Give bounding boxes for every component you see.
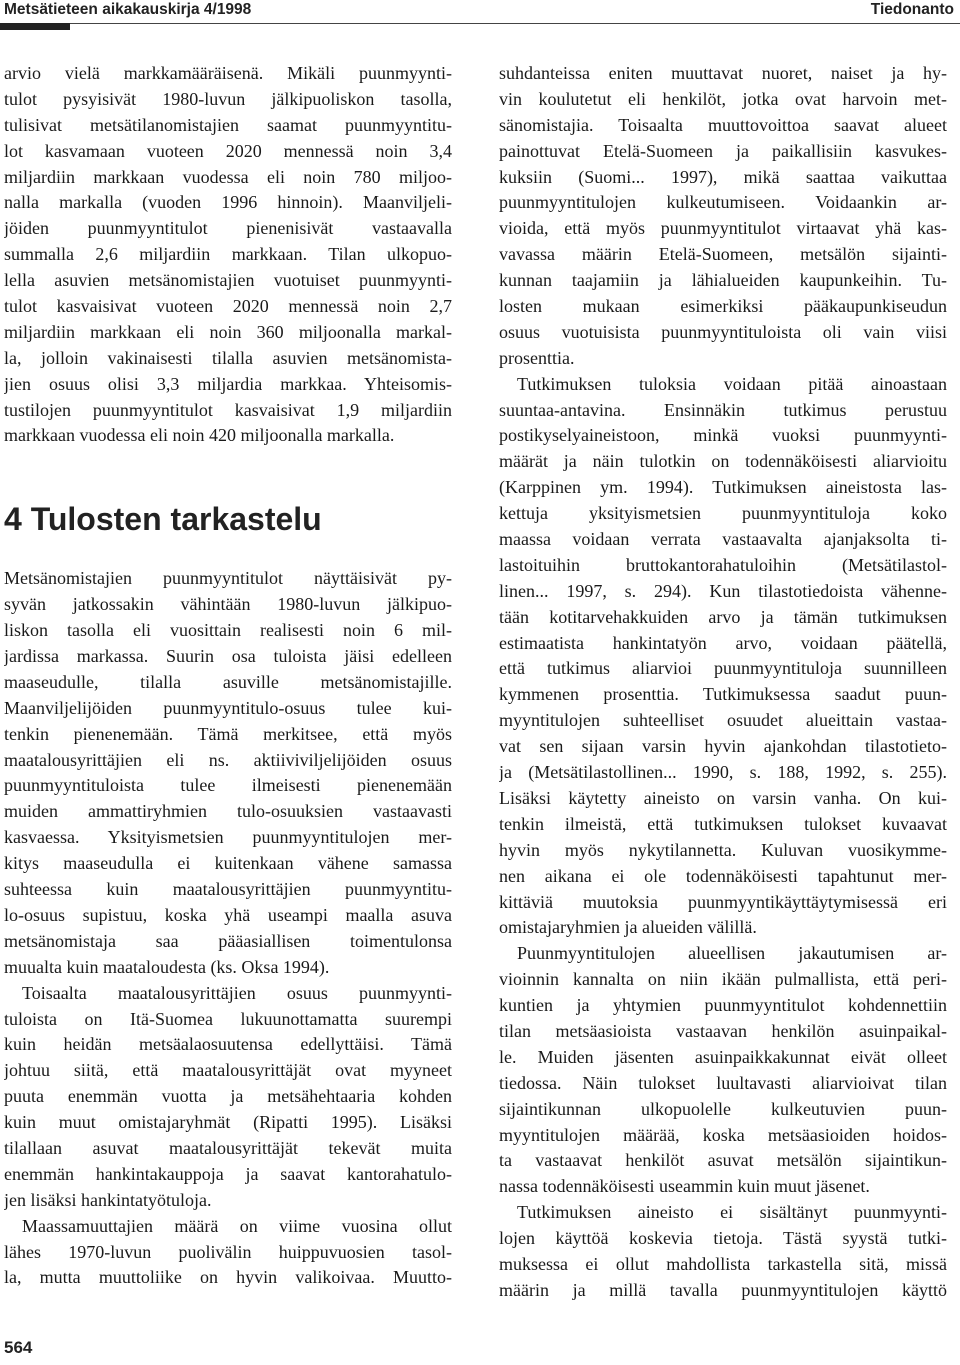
text-line: määrät ja näin tulotkin on todennäköisesti aliarvioitu — [499, 451, 947, 472]
text-line: Metsänomistajien puunmyyntitulot näyttäisivät py- — [4, 568, 452, 589]
text-line: Maassamuuttajien määrä on viime vuosina ollut — [22, 1215, 452, 1236]
left-column — [4, 61, 452, 1291]
text-line: kuntien ja yhtymien puunmyyntitulot kohdennettiin — [499, 995, 947, 1016]
text-line: liskon tasolla eli vuosittain realisesti noin 6 mil- — [4, 620, 452, 641]
text-line: jien osuus olisi 3,3 miljardia markkaa. Yhteisomis- — [4, 373, 452, 394]
text-line: la, mutta muuttoliike on hyvin valikoivaa. Muutto- — [4, 1267, 452, 1288]
text-line: lo-osuus supistuu, koska yhä useampi maalla asuva — [4, 904, 452, 925]
text-line: nassa todennäköisesti useammin kuin muut jäsenet. — [499, 1176, 870, 1197]
paragraph-migration — [499, 61, 947, 372]
paragraph-discussion-3 — [4, 1214, 452, 1292]
text-line: metsänomistaja saa pääasiallisen toimentulonsa — [4, 930, 452, 951]
text-line: tenkin pienenemään. Tämä merkitsee, että myös — [4, 723, 452, 744]
journal-title: Metsätieteen aikakauskirja 4/1998 — [4, 1, 252, 18]
paragraph-discussion-1 — [4, 566, 452, 980]
text-line: (Karppinen ym. 1994). Tutkimuksen aineistosta las- — [499, 477, 947, 498]
text-line: vavassa määrin Etelä-Suomeen, metsälön sijainti- — [499, 244, 947, 265]
text-line: lähes 1970-luvun puolivälin huippuvuosien tasol- — [4, 1241, 452, 1262]
text-line: muksessa ei ollut mahdollista tarkastella sitä, missä — [499, 1253, 947, 1274]
right-column — [499, 61, 947, 1304]
section-label: Tiedonanto — [870, 1, 954, 18]
section-heading: 4 Tulosten tarkastelu — [4, 501, 322, 538]
text-line: hyvin myös nykytilannetta. Kuluvan vuosikymme- — [499, 839, 947, 860]
text-line: postikyselyaineistoon, minkä vuoksi puunmyynti- — [499, 425, 947, 446]
text-line: Lisäksi käytetty aineisto on varsin vanha. On kui- — [499, 787, 947, 808]
text-line: myyntitulojen määrää, koska metsäasioiden hoidos- — [499, 1124, 947, 1145]
text-line: suuntaa-antavina. Ensinnäkin tutkimus perustuu — [499, 399, 947, 420]
text-line: Toisaalta maatalousyrittäjien osuus puunmyynti- — [22, 982, 452, 1003]
text-line: tään kotitarvehakkuiden arvo ja tämän tutkimuksen — [499, 606, 947, 627]
text-line: arvio vielä markkamääräisenä. Mikäli puunmyynti- — [4, 63, 452, 83]
text-line: tulisivat metsätilanomistajien saamat puunmyyntitu- — [4, 114, 452, 135]
text-line: kunnan taajamiin ja lähialueiden kaupunkeihin. Tu- — [499, 270, 947, 291]
text-line: Tutkimuksen tuloksia voidaan pitää ainoastaan — [517, 373, 947, 394]
text-line: painottuvat Etelä-Suomeen ja paikallisiin kasvukes- — [499, 140, 947, 161]
text-line: Tutkimuksen aineisto ei sisältänyt puunmyynti- — [517, 1202, 947, 1223]
text-line: määrin ja millä tavalla puunmyyntitulojen käyttö — [499, 1279, 947, 1300]
text-line: maaseudulle, tilalla asuville metsänomistajille. — [4, 671, 452, 692]
text-line: sijaintikunnan ulkopuolelle kulkeutuvien puun- — [499, 1098, 947, 1119]
text-line: sänomistajia. Toisaalta muuttovoittoa saavat alueet — [499, 114, 947, 135]
text-line: maassa voidaan verrata vastaavalta ajanjaksolta ti- — [499, 529, 947, 550]
text-line: osuus vuotuisista puunmyyntituloista oli vain viisi — [499, 321, 947, 342]
text-line: summalla 2,6 miljardiin markkaan. Tilan ulkopuo- — [4, 244, 452, 265]
text-line: suhdanteissa eniten muuttavat nuoret, naiset ja hy- — [499, 63, 947, 83]
text-line: tuloista on Itä-Suomea lukuunottamatta suurempi — [4, 1008, 452, 1029]
text-line: jardissa markassa. Suurin osa tuloista jäisi edelleen — [4, 646, 452, 667]
text-line: johtuu siitä, että maatalousyrittäjät ovat myyneet — [4, 1060, 452, 1081]
text-line: nalla markalla (vuoden 1996 hinnoin). Maanviljeli- — [4, 192, 452, 213]
text-line: kittäviä muutoksia puunmyyntikäyttäytymisessä eri — [499, 891, 947, 912]
text-line: kuksiin (Suomi... 1997), mikä saattaa vaikuttaa — [499, 166, 947, 187]
text-line: tilallaan asuvat maatalousyrittäjät tekevät muita — [4, 1137, 452, 1158]
text-line: jöiden puunmyyntitulot pienenisivät vastaavalla — [4, 218, 452, 239]
text-line: että tutkimus aliarvioi puunmyyntituloja suunnilleen — [499, 658, 947, 679]
text-line: tenkin ilmeistä, että tutkimuksen tulokset kuvaavat — [499, 813, 947, 834]
text-line: vin koulutetut eli henkilöt, jotka ovat harvoin met- — [499, 88, 947, 109]
text-line: lojen käyttöä koskevia tietoja. Tästä syystä tutki- — [499, 1228, 947, 1249]
text-line: puuta enemmän vuotta ja metsähehtaaria kohden — [4, 1086, 452, 1107]
header-rule — [0, 23, 960, 24]
text-line: ja (Metsätilastollinen... 1990, s. 188, 1992, s. 255). — [499, 762, 947, 783]
text-line: jen lisäksi hankintatyötuloja. — [4, 1189, 212, 1210]
paragraph-regional-allocation — [499, 941, 947, 1200]
text-line: kitys maaseudulla ei kuitenkaan vähene samassa — [4, 853, 452, 874]
text-line: tulot pysyisivät 1980-luvun jälkipuoliskon tasolla, — [4, 88, 452, 109]
text-line: kuin heidän metsäalaosuutensa edellyttäisi. Tämä — [4, 1034, 452, 1055]
paragraph-discussion-2 — [4, 981, 452, 1214]
text-line: prosenttia. — [499, 347, 575, 368]
text-line: lella asuvien metsänomistajien vuotuiset puunmyynti- — [4, 270, 452, 291]
text-line: vat sen sijaan varsin hyvin ajankohdan tilastotieto- — [499, 736, 947, 757]
text-line: nen aikana ei ole todennäköisesti tapahtunut mer- — [499, 865, 947, 886]
text-line: vioida, että myös puunmyyntitulot virtaavat yhä kas- — [499, 218, 947, 239]
text-line: suhteessa kuin maatalousyrittäjien puunmyyntitu- — [4, 879, 452, 900]
page-number: 564 — [4, 1338, 33, 1357]
text-line: kasvaessa. Yksityismetsien puunmyyntitulojen mer- — [4, 827, 452, 848]
text-line: lot kasvamaan vuoteen 2020 mennessä noin 3,4 — [4, 140, 452, 161]
text-line: ta vastaavat henkilöt asuvat metsälön sijaintikun- — [499, 1150, 947, 1171]
text-line: muualta kuin maataloudesta (ks. Oksa 1994). — [4, 956, 330, 977]
text-line: enemmän hankintakauppoja ja saavat kantorahatulo- — [4, 1163, 452, 1184]
text-line: lastoituihin bruttokantorahatuloihin (Metsätilastol- — [499, 554, 947, 575]
text-line: tustilojen puunmyyntitulot kasvaisivat 1,9 miljardiin — [4, 399, 452, 420]
text-line: tulot kasvaisivat vuoteen 2020 mennessä noin 2,7 — [4, 296, 452, 317]
text-line: kettuja yksityismetsien puunmyyntituloja koko — [499, 503, 947, 524]
text-line: tiedossa. Näin tulokset luultavasti aliarvioivat tilan — [499, 1072, 947, 1093]
text-line: puunmyyntituloista tulee ilmeisesti pienenemään — [4, 775, 452, 796]
text-line: miljardiin markkaan vuodessa eli noin 780 miljoo- — [4, 166, 452, 187]
text-line: syvän jatkossakin vähintään 1980-luvun jälkipuo- — [4, 594, 452, 615]
text-line: markkaan vuodessa eli noin 420 miljoonalla markalla. — [4, 425, 395, 446]
text-line: la, jolloin vakinaisesti tilalla asuvien metsänomista- — [4, 347, 452, 368]
text-line: kuin muut omistajaryhmät (Ripatti 1995). Lisäksi — [4, 1112, 452, 1133]
text-line: le. Muiden jäsenten asuinpaikkakunnat eivät olleet — [499, 1046, 947, 1067]
text-line: losten mukaan esimerkiksi pääkaupunkiseudun — [499, 296, 947, 317]
text-line: Maanviljelijöiden puunmyyntitulo-osuus tulee kui- — [4, 697, 452, 718]
text-line: maatalousyrittäjien eli ns. aktiiviviljelijöiden osuus — [4, 749, 452, 770]
paragraph-reliability — [499, 372, 947, 942]
header-bar-accent — [0, 23, 70, 30]
text-line: kymmenen prosenttia. Tutkimuksessa saadut puun- — [499, 684, 947, 705]
text-line: estimaatista hankintatyön arvo, voidaan päätellä, — [499, 632, 947, 653]
paragraph-income-forecast — [4, 61, 452, 449]
text-line: tilan metsäasioista vastaavan henkilön asuinpaikal- — [499, 1020, 947, 1041]
paragraph-income-use — [499, 1200, 947, 1304]
text-line: myyntitulojen suhteelliset osuudet alueittain vastaa- — [499, 710, 947, 731]
text-line: muiden ammattiryhmien tulo-osuuksien vastaavasti — [4, 801, 452, 822]
text-line: miljardiin markkaan eli noin 360 miljoonalla markal- — [4, 321, 452, 342]
text-line: linen... 1997, s. 294). Kun tilastotiedoista vähenne- — [499, 580, 947, 601]
text-line: puunmyyntitulojen kulkeutumiseen. Voidaankin ar- — [499, 192, 947, 213]
text-line: vioinnin kannalta on niin ikään pulmallista, että peri- — [499, 969, 947, 990]
text-line: Puunmyyntitulojen alueellisen jakautumisen ar- — [517, 943, 947, 964]
text-line: omistajaryhmien ja alueiden välillä. — [499, 917, 757, 938]
